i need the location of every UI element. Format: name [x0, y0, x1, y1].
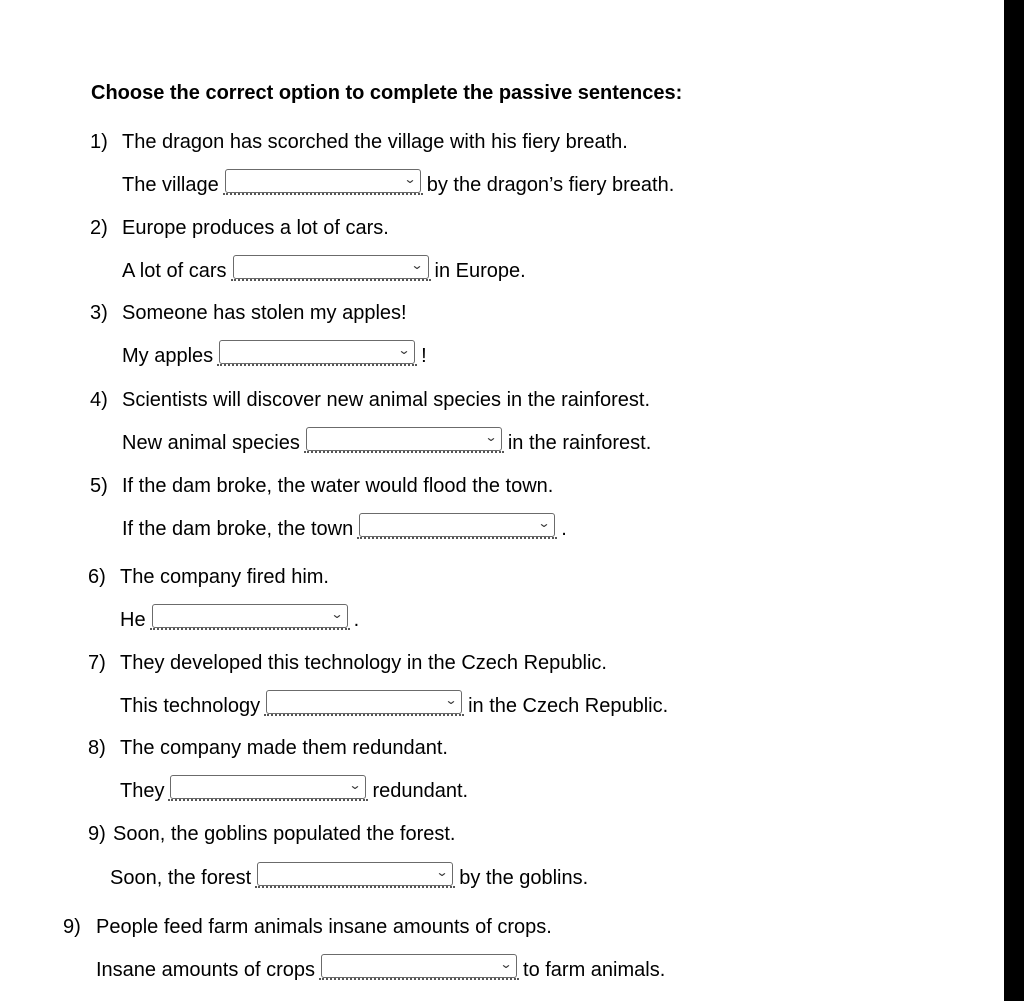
active-sentence-text: Scientists will discover new animal species in the rainforest.	[122, 389, 650, 411]
passive-prefix: The village	[122, 174, 219, 196]
item-4-passive-sentence	[122, 431, 651, 455]
dotted-line	[264, 714, 464, 716]
item-number: 2)	[90, 217, 108, 239]
chevron-down-icon: ⌄	[444, 693, 458, 707]
passive-prefix: My apples	[122, 345, 214, 367]
item-number: 5)	[90, 475, 108, 497]
chevron-down-icon: ⌄	[397, 343, 411, 357]
item-10-passive-sentence	[96, 958, 665, 982]
active-sentence-text: The company made them redundant.	[120, 737, 448, 759]
item-4-active-sentence	[90, 388, 650, 412]
passive-suffix: to farm animals.	[523, 959, 666, 981]
passive-suffix: by the goblins.	[459, 867, 589, 889]
answer-blank	[150, 608, 350, 632]
item-2-active-sentence	[90, 216, 389, 240]
active-sentence-text: People feed farm animals insane amounts of crops.	[96, 916, 552, 938]
dotted-line	[319, 978, 519, 980]
item-number: 9)	[63, 916, 81, 938]
item-number: 7)	[88, 652, 106, 674]
item-1-passive-sentence	[122, 173, 674, 197]
chevron-down-icon: ⌄	[499, 957, 513, 971]
answer-blank	[255, 866, 455, 890]
passive-prefix: He	[120, 609, 146, 631]
active-sentence-text: Soon, the goblins populated the forest.	[113, 823, 456, 845]
active-sentence-text: They developed this technology in the Czech Republic.	[120, 652, 607, 674]
answer-blank	[264, 694, 464, 718]
passive-prefix: Insane amounts of crops	[96, 959, 316, 981]
answer-blank	[168, 779, 368, 803]
passive-suffix: in the rainforest.	[507, 432, 652, 454]
passive-suffix: in Europe.	[434, 260, 526, 282]
passive-suffix: .	[353, 609, 360, 631]
answer-dropdown[interactable]	[306, 427, 502, 451]
dotted-line	[217, 364, 417, 366]
dotted-line	[231, 279, 431, 281]
dotted-line	[255, 886, 455, 888]
item-number: 1)	[90, 131, 108, 153]
chevron-down-icon: ⌄	[410, 258, 425, 272]
item-9-passive-sentence	[110, 866, 588, 890]
passive-suffix: redundant.	[372, 780, 469, 802]
item-10-active-sentence	[63, 915, 552, 939]
dotted-line	[304, 451, 504, 453]
answer-dropdown[interactable]	[170, 775, 366, 799]
active-sentence-text: The company fired him.	[120, 566, 329, 588]
passive-prefix: New animal species	[122, 432, 300, 454]
active-sentence-text: Europe produces a lot of cars.	[122, 217, 389, 239]
passive-prefix: Soon, the forest	[110, 867, 252, 889]
chevron-down-icon: ⌄	[330, 607, 344, 621]
dotted-line	[168, 799, 368, 801]
passive-suffix: .	[561, 518, 567, 540]
instructions-title: Choose the correct option to complete the passive sentences:	[91, 82, 683, 104]
answer-dropdown[interactable]	[233, 255, 429, 279]
chevron-down-icon: ⌄	[435, 865, 449, 879]
item-3-passive-sentence	[122, 344, 427, 368]
chevron-down-icon: ⌄	[537, 516, 551, 530]
answer-blank	[357, 517, 557, 541]
passive-prefix: If the dam broke, the town	[122, 518, 354, 540]
answer-dropdown[interactable]	[359, 513, 555, 537]
answer-dropdown[interactable]	[257, 862, 453, 886]
item-5-passive-sentence	[122, 517, 567, 541]
item-6-passive-sentence	[120, 608, 359, 632]
passive-suffix: in the Czech Republic.	[468, 695, 669, 717]
item-1-active-sentence	[90, 130, 628, 154]
active-sentence-text: The dragon has scorched the village with his fiery breath.	[122, 131, 628, 153]
passive-suffix: !	[421, 345, 427, 367]
item-3-active-sentence	[90, 301, 407, 325]
dotted-line	[223, 193, 423, 195]
answer-dropdown[interactable]	[321, 954, 517, 978]
answer-blank	[217, 344, 417, 368]
right-edge-strip	[1004, 0, 1024, 1001]
passive-prefix: This technology	[120, 695, 261, 717]
answer-dropdown[interactable]	[152, 604, 348, 628]
item-8-passive-sentence	[120, 779, 468, 803]
chevron-down-icon: ⌄	[403, 172, 417, 186]
item-8-active-sentence	[88, 736, 448, 760]
item-7-active-sentence	[88, 651, 607, 675]
item-number: 3)	[90, 302, 108, 324]
dotted-line	[357, 537, 557, 539]
item-7-passive-sentence	[120, 694, 668, 718]
answer-blank	[231, 259, 431, 283]
passive-prefix: They	[120, 780, 165, 802]
passive-suffix: by the dragon’s fiery breath.	[426, 174, 675, 196]
chevron-down-icon: ⌄	[348, 778, 362, 792]
dotted-line	[150, 628, 350, 630]
passive-prefix: A lot of cars	[122, 260, 227, 282]
item-6-active-sentence	[88, 565, 329, 589]
answer-dropdown[interactable]	[266, 690, 462, 714]
active-sentence-text: Someone has stolen my apples!	[122, 302, 407, 324]
answer-blank	[223, 173, 423, 197]
item-number: 8)	[88, 737, 106, 759]
answer-blank	[304, 431, 504, 455]
item-number: 9)	[88, 823, 106, 845]
item-2-passive-sentence	[122, 259, 526, 283]
chevron-down-icon: ⌄	[484, 430, 498, 444]
answer-dropdown[interactable]	[225, 169, 421, 193]
answer-blank	[319, 958, 519, 982]
item-number: 4)	[90, 389, 108, 411]
item-5-active-sentence	[90, 474, 553, 498]
active-sentence-text: If the dam broke, the water would flood the town.	[122, 475, 554, 497]
answer-dropdown[interactable]	[219, 340, 415, 364]
item-number: 6)	[88, 566, 106, 588]
item-9-active-sentence	[88, 822, 455, 846]
